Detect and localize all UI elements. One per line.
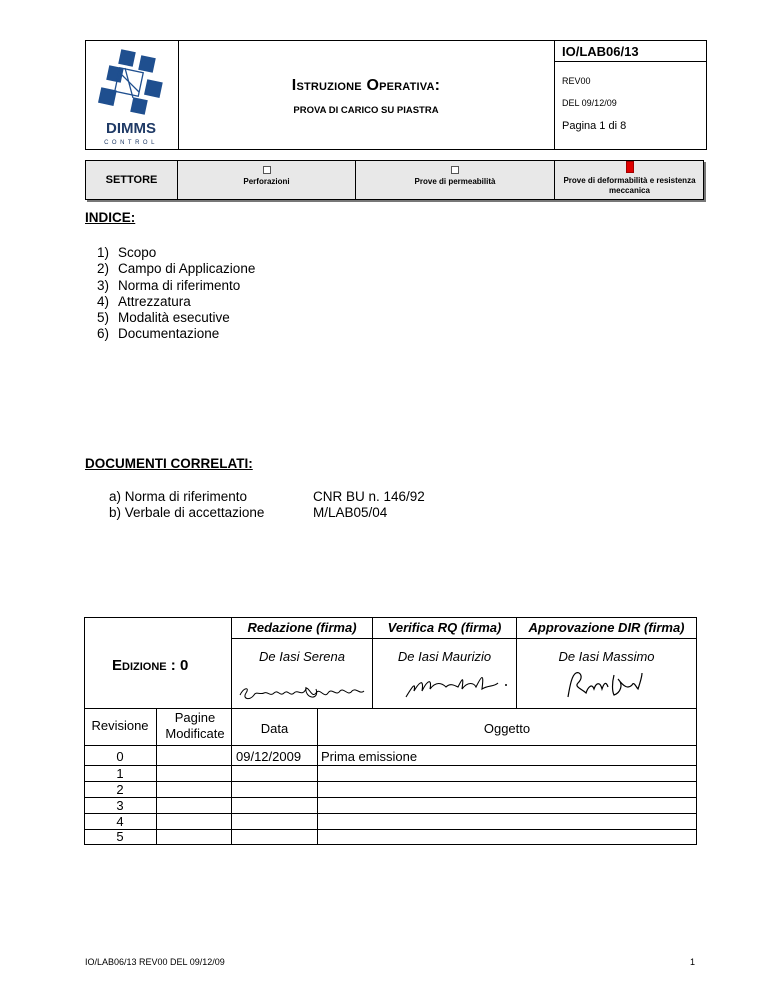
settore-option-permeabilita[interactable]	[356, 161, 555, 199]
edition-label: Edizione : 0	[112, 657, 189, 674]
documents-list	[109, 489, 425, 522]
option-label: Perforazioni	[243, 177, 290, 186]
document-header	[85, 40, 707, 150]
dimms-logo-icon	[87, 42, 177, 148]
list-item: 1) Scopo	[96, 245, 157, 260]
col-pagine-modificate: Pagine Modificate	[165, 710, 225, 741]
name-redazione: De Iasi Serena	[259, 649, 345, 664]
header-redazione: Redazione (firma)	[247, 620, 357, 635]
document-title: Istruzione Operativa:	[291, 77, 441, 94]
table-row-rev: 2	[116, 782, 124, 797]
name-approvazione: De Iasi Massimo	[558, 649, 655, 664]
table-row-date: 09/12/2009	[236, 749, 302, 764]
col-revisione: Revisione	[91, 718, 149, 733]
signature-verifica-icon	[402, 671, 512, 703]
header-approvazione: Approvazione DIR (firma)	[528, 620, 685, 635]
list-item: 3) Norma di riferimento	[96, 277, 241, 293]
settore-option-deformabilita[interactable]	[555, 161, 704, 199]
col-oggetto: Oggetto	[483, 721, 531, 736]
logo-subtext: CONTROL	[104, 140, 158, 146]
option-label: Prove di deformabilità e resistenza meccanica	[563, 176, 696, 195]
signature-approvazione-icon	[562, 667, 646, 703]
list-item: 5) Modalità esecutive	[96, 310, 230, 326]
index-list	[85, 245, 255, 343]
list-item: a) Norma di riferimento CNR BU n. 146/92	[109, 489, 425, 504]
documents-heading: DOCUMENTI CORRELATI:	[85, 456, 253, 471]
list-item: b) Verbale di accettazione M/LAB05/04	[109, 505, 388, 521]
checkbox-perforazioni[interactable]	[263, 166, 271, 174]
footer-text: IO/LAB06/13 REV00 DEL 09/12/09	[85, 957, 225, 967]
table-row-rev: 5	[116, 829, 124, 844]
list-item: 4) Attrezzatura	[96, 293, 191, 309]
logo-cell	[86, 41, 179, 149]
document-subtitle: PROVA DI CARICO SU PIASTRA	[293, 105, 439, 116]
revision-label: REV00	[562, 76, 591, 86]
footer-page-number: 1	[690, 957, 696, 967]
list-item: 6) Documentazione	[96, 326, 220, 342]
settore-label: SETTORE	[86, 161, 178, 199]
table-row-object: Prima emissione	[321, 749, 418, 764]
col-data: Data	[260, 721, 289, 736]
table-row-rev: 3	[116, 798, 124, 813]
checkbox-permeabilita[interactable]	[451, 166, 459, 174]
date-label: DEL 09/12/09	[562, 98, 617, 108]
list-item: 2) Campo di Applicazione	[96, 261, 256, 277]
settore-bar	[85, 160, 704, 200]
index-heading: INDICE:	[85, 210, 136, 225]
page-indicator: Pagina 1 di 8	[562, 120, 627, 132]
approval-revision-table	[84, 617, 697, 845]
settore-option-perforazioni[interactable]	[178, 161, 356, 199]
document-meta-cell	[555, 41, 706, 149]
table-row-rev: 1	[116, 766, 124, 781]
table-row-rev: 0	[116, 749, 124, 764]
logo-text: DIMMS	[106, 120, 156, 137]
table-row-rev: 4	[116, 814, 124, 829]
signature-redazione-icon	[236, 679, 368, 705]
header-verifica: Verifica RQ (firma)	[387, 620, 502, 635]
checkbox-deformabilita-checked[interactable]	[626, 161, 634, 173]
document-code: IO/LAB06/13	[555, 41, 706, 62]
name-verifica: De Iasi Maurizio	[397, 649, 492, 664]
title-cell	[178, 41, 555, 149]
option-label: Prove di permeabilità	[414, 177, 496, 186]
